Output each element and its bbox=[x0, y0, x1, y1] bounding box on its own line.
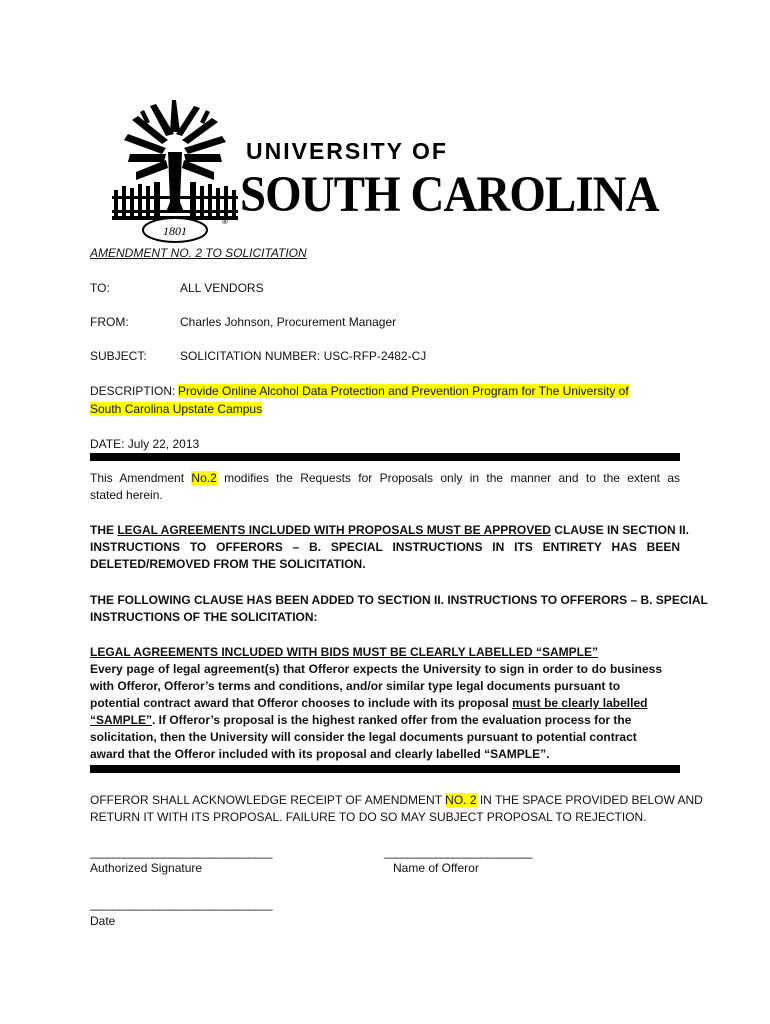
intro-paragraph bbox=[90, 470, 680, 504]
new-clause-line-3 bbox=[90, 695, 680, 712]
new-clause-line-5: solicitation, then the University will consider the legal documents pursuant to potential contract bbox=[90, 730, 637, 744]
intro-line-1 bbox=[90, 470, 680, 487]
deleted-prefix: THE bbox=[90, 523, 118, 537]
date-line: DATE: July 22, 2013 bbox=[90, 437, 200, 451]
logo-line-1: UNIVERSITY OF bbox=[246, 138, 448, 164]
date-signature-line: ________________________________ bbox=[90, 897, 272, 911]
university-logo bbox=[110, 92, 670, 252]
subject-label: SUBJECT: bbox=[90, 349, 147, 363]
new-clause-paragraph bbox=[90, 644, 680, 763]
new-clause-title: LEGAL AGREEMENTS INCLUDED WITH BIDS MUST BE CLEARLY LABELLED “SAMPLE” bbox=[90, 645, 599, 659]
from-value: Charles Johnson, Procurement Manager bbox=[180, 315, 397, 329]
intro-line-2: stated herein. bbox=[90, 488, 163, 502]
logo-year: 1801 bbox=[163, 224, 187, 238]
new-clause-sample: “SAMPLE” bbox=[90, 713, 153, 727]
divider-top bbox=[90, 453, 680, 461]
deleted-line-2: INSTRUCTIONS TO OFFERORS – B. SPECIAL INSTRUCTIONS IN ITS ENTIRETY HAS BEEN bbox=[90, 540, 680, 554]
deleted-line-3: DELETED/REMOVED FROM THE SOLICITATION. bbox=[90, 557, 366, 571]
signature-line: ________________________________ bbox=[90, 845, 272, 859]
description-text-2: South Carolina Upstate Campus bbox=[90, 402, 263, 416]
to-value: ALL VENDORS bbox=[180, 281, 264, 295]
description-text-1: Provide Online Alcohol Data Protection and Prevention Program for The University of bbox=[178, 384, 629, 398]
description-line-1 bbox=[178, 383, 629, 400]
new-clause-line-3u: must be clearly labelled bbox=[512, 696, 648, 710]
deleted-clause-name: LEGAL AGREEMENTS INCLUDED WITH PROPOSALS MUST BE APPROVED bbox=[117, 523, 551, 537]
acknowledge-line-1 bbox=[90, 792, 703, 809]
new-clause-line-4b: . If Offeror’s proposal is the highest ranked offer from the evaluation process for the bbox=[152, 713, 632, 727]
new-clause-line-4 bbox=[90, 712, 680, 729]
acknowledge-line-2: RETURN IT WITH ITS PROPOSAL. FAILURE TO DO SO MAY SUBJECT PROPOSAL TO REJECTION. bbox=[90, 810, 647, 824]
palmetto-tree-icon bbox=[110, 92, 240, 252]
offeror-name-label: Name of Offeror bbox=[393, 861, 479, 875]
added-clause-paragraph bbox=[90, 592, 708, 626]
date-signature-label: Date bbox=[90, 914, 116, 928]
intro-text-a: This Amendment bbox=[90, 471, 192, 485]
offeror-name-line: __________________________ bbox=[384, 845, 532, 859]
new-clause-line-2: with Offeror, Offeror’s terms and conditions, and/or similar type legal documents pursuant to bbox=[90, 679, 621, 693]
intro-text-b: modifies the Requests for Proposals only in the manner and to the extent as bbox=[216, 471, 680, 485]
divider-bottom bbox=[90, 765, 680, 773]
deleted-clause-paragraph bbox=[90, 522, 689, 573]
new-clause-line-1: Every page of legal agreement(s) that Offeror expects the University to sign in order to do business bbox=[90, 662, 662, 676]
new-clause-line-6: award that the Offeror included with its proposal and clearly labelled “SAMPLE”. bbox=[90, 747, 550, 761]
added-line-2: INSTRUCTIONS OF THE SOLICITATION: bbox=[90, 610, 318, 624]
acknowledge-text-b: IN THE SPACE PROVIDED BELOW AND bbox=[476, 793, 703, 807]
deleted-line-1 bbox=[90, 522, 689, 539]
from-label: FROM: bbox=[90, 315, 129, 329]
logo-line-2: SOUTH CAROLINA bbox=[240, 167, 659, 223]
amendment-heading: AMENDMENT NO. 2 TO SOLICITATION bbox=[90, 246, 307, 260]
added-line-1: THE FOLLOWING CLAUSE HAS BEEN ADDED TO SECTION II. INSTRUCTIONS TO OFFERORS – B. SPECIAL bbox=[90, 593, 708, 607]
deleted-suffix: CLAUSE IN SECTION II. bbox=[550, 523, 689, 537]
acknowledge-highlight: NO. 2 bbox=[445, 793, 477, 807]
authorized-signature-label: Authorized Signature bbox=[90, 861, 203, 875]
to-label: TO: bbox=[90, 281, 110, 295]
registered-mark: ® bbox=[222, 217, 228, 226]
subject-value: SOLICITATION NUMBER: USC-RFP-2482-CJ bbox=[180, 349, 427, 363]
acknowledge-text-a: OFFEROR SHALL ACKNOWLEDGE RECEIPT OF AMENDMENT bbox=[90, 793, 446, 807]
description-line-2 bbox=[90, 401, 262, 418]
intro-highlight: No.2 bbox=[191, 471, 217, 485]
new-clause-line-3a: potential contract award that Offeror chooses to include with its proposal bbox=[90, 696, 513, 710]
description-label: DESCRIPTION: bbox=[90, 384, 176, 398]
